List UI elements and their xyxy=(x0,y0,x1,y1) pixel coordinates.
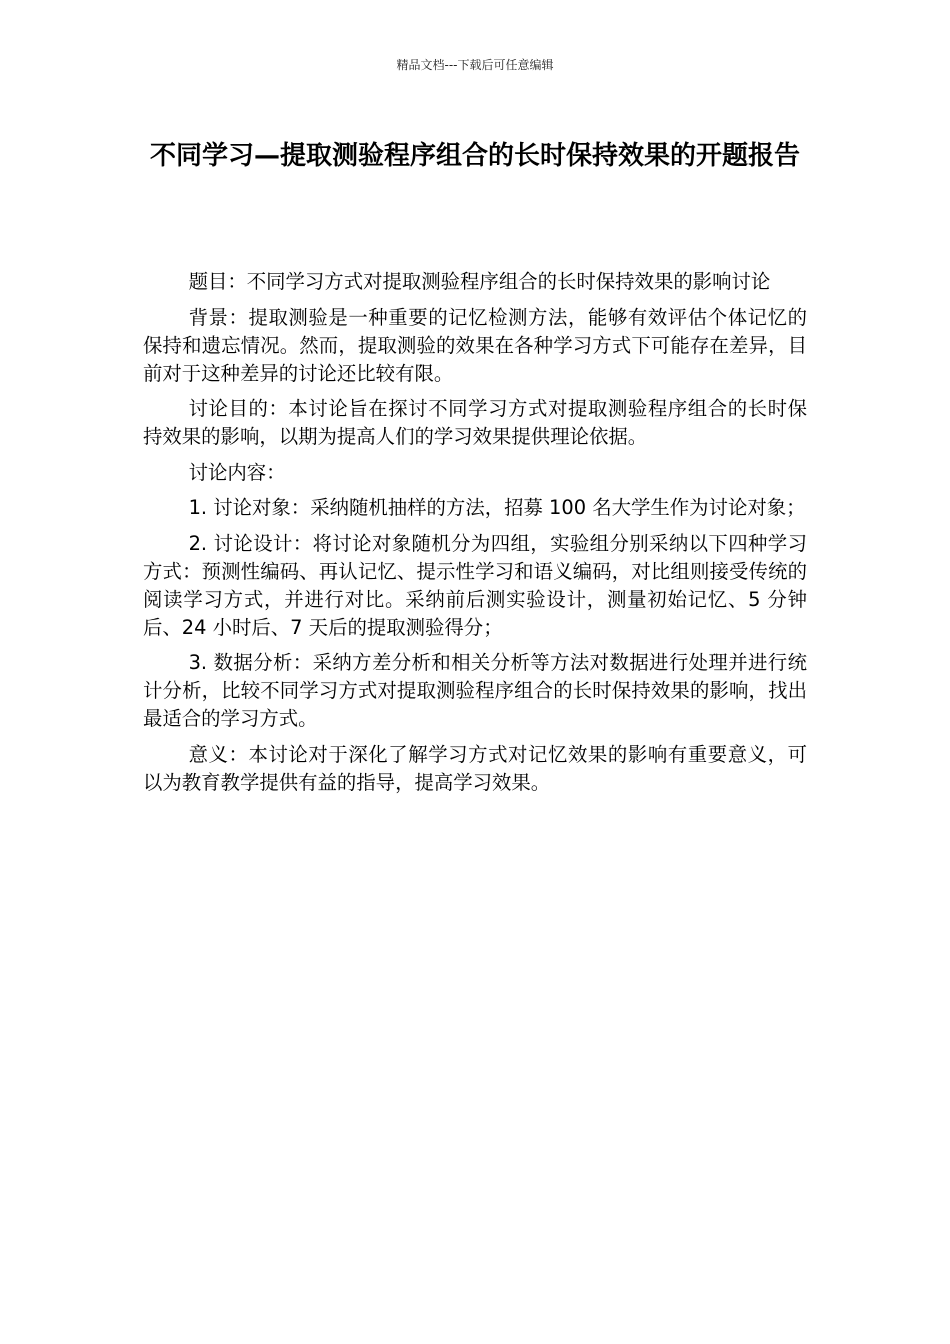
paragraph-significance: 意义：本讨论对于深化了解学习方式对记忆效果的影响有重要意义，可以为教育教学提供有益的指导，提高学习效果。 xyxy=(143,742,807,794)
paragraph-item-analysis: 3. 数据分析：采纳方差分析和相关分析等方法对数据进行处理并进行统计分析，比较不同学习方式对提取测验程序组合的长时保持效果的影响，找出最适合的学习方式。 xyxy=(143,651,807,730)
document-body xyxy=(143,268,807,804)
paragraph-item-subjects: 1. 讨论对象：采纳随机抽样的方法，招募 100 名大学生作为讨论对象； xyxy=(188,496,806,519)
paragraph-purpose: 讨论目的：本讨论旨在探讨不同学习方式对提取测验程序组合的长时保持效果的影响，以期为提高人们的学习效果提供理论依据。 xyxy=(143,397,807,448)
document-title: 不同学习—提取测验程序组合的长时保持效果的开题报告 xyxy=(149,141,800,171)
paragraph-item-design: 2. 讨论设计：将讨论对象随机分为四组，实验组分别采纳以下四种学习方式：预测性编码、再认记忆、提示性学习和语义编码，对比组则接受传统的阅读学习方式，并进行对比。采纳前后测实验设计，测量初始记忆、5 分钟后、24 小时后、7 天后的提取测验得分； xyxy=(143,531,807,639)
header-note: 精品文档---下载后可任意编辑 xyxy=(396,58,554,72)
paragraph-content-heading: 讨论内容： xyxy=(188,460,286,484)
paragraph-background: 背景：提取测验是一种重要的记忆检测方法，能够有效评估个体记忆的保持和遗忘情况。然而，提取测验的效果在各种学习方式下可能存在差异，目前对于这种差异的讨论还比较有限。 xyxy=(143,305,807,385)
paragraph-topic: 题目：不同学习方式对提取测验程序组合的长时保持效果的影响讨论 xyxy=(188,270,771,293)
